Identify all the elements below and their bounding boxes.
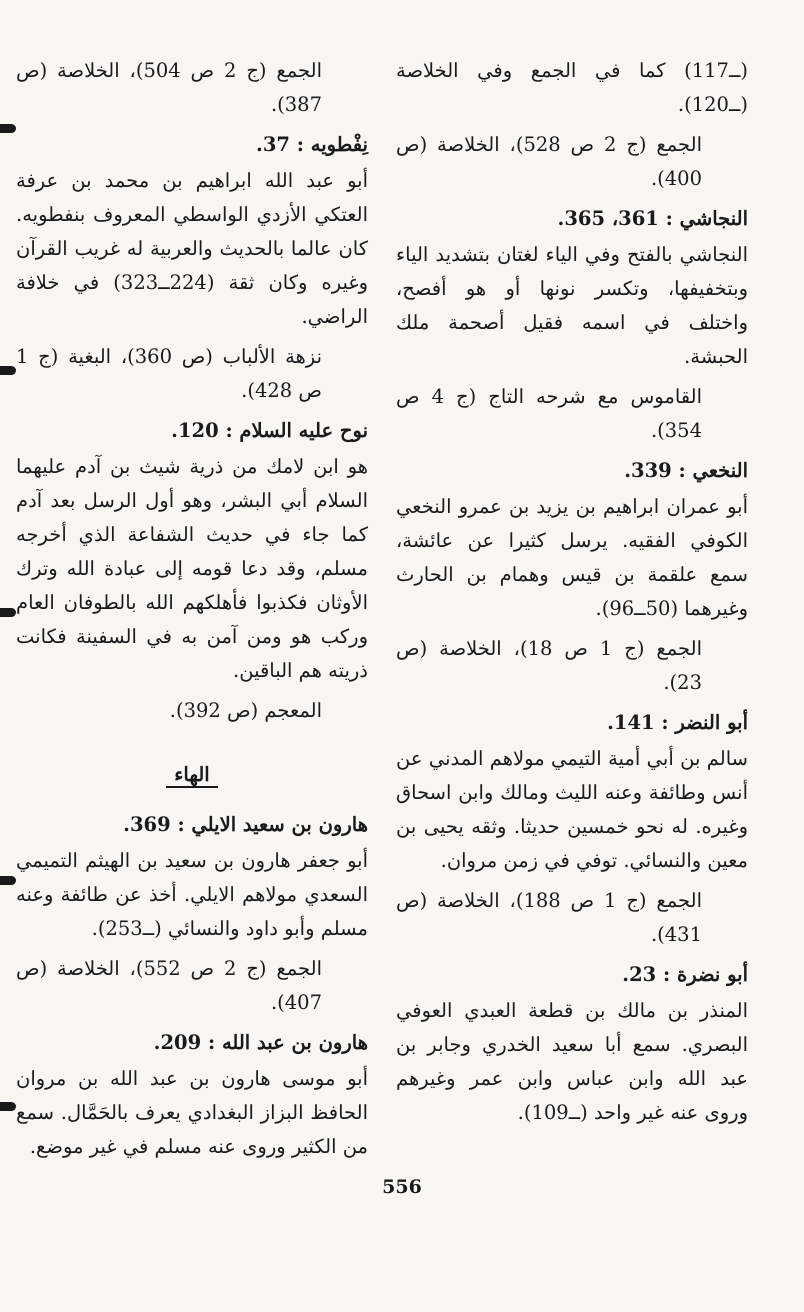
entry-reference: الجمع (ج 2 ص 552)، الخلاصة (ص 407). xyxy=(16,957,322,1014)
entry-reference: نزهة الألباب (ص 360)، البغية (ج 1 ص 428). xyxy=(16,345,322,402)
entry-reference: القاموس مع شرحه التاج (ج 4 ص 354). xyxy=(396,385,702,442)
entry-text: أبو موسى هارون بن عبد الله بن مروان الحافظ البزاز البغدادي يعرف بالحَمَّال. سمع من الكثير وروى عنه مسلم في غير موضع. xyxy=(16,1067,368,1158)
entry-reference: الجمع (ج 1 ص 18)، الخلاصة (ص 23). xyxy=(396,637,702,694)
entry-heading: نوح عليه السلام : 120. xyxy=(171,419,368,442)
entry-heading: أبو نضرة : 23. xyxy=(622,963,748,986)
left-column xyxy=(16,54,368,1170)
entry-heading: هارون بن سعيد الايلي : 369. xyxy=(123,813,368,836)
entry-text: المنذر بن مالك بن قطعة العبدي العوفي البصري. سمع أبا سعيد الخدري وجابر بن عبد الله وابن عباس وابن عمر وغيرهم وروى عنه غير واحد (ــ109). xyxy=(396,999,748,1124)
entry-text: أبو عبد الله ابراهيم بن محمد بن عرفة العتكي الأزدي الواسطي المعروف بنفطويه. كان عالما بالحديث والعربية له غريب القرآن وغيره وكان ثقة (224ــ323) في خلافة الراضي. xyxy=(16,169,369,328)
margin-mark xyxy=(0,366,16,375)
entry-text: سالم بن أبي أمية التيمي مولاهم المدني عن أنس وطائفة وعنه الليث ومالك وابن اسحاق وغيره. له نحو خمسين حديثا. وثقه يحيى بن معين والنسائي. توفي في زمن مروان. xyxy=(396,747,748,872)
entry-text: (ــ117) كما في الجمع وفي الخلاصة (ــ120). xyxy=(396,59,748,116)
right-column xyxy=(396,54,748,1136)
entry-reference: الجمع (ج 2 ص 528)، الخلاصة (ص 400). xyxy=(396,133,702,190)
entry-text: أبو عمران ابراهيم بن يزيد بن عمرو النخعي الكوفي الفقيه. يرسل كثيرا عن عائشة، سمع علقمة بن قيس وهمام بن الحارث وغيرهما (50ــ96). xyxy=(396,495,748,620)
margin-mark xyxy=(0,124,16,133)
entry-text: أبو جعفر هارون بن سعيد بن الهيثم التميمي السعدي مولاهم الايلي. أخذ عن طائفة وعنه مسلم وأبو داود والنسائي (ــ253). xyxy=(16,849,368,940)
margin-mark xyxy=(0,608,16,617)
entry-heading: هارون بن عبد الله : 209. xyxy=(153,1031,368,1054)
section-title-text: الهاء xyxy=(166,763,217,788)
entry-text: هو ابن لامك من ذرية شيث بن آدم عليهما السلام أبي البشر، وهو أول الرسل بعد آدم كما جاء في حديث الشفاعة الذي أخرجه مسلم، وقد دعا قومه إلى عبادة الله وترك الأوثان فكذبوا فأهلكهم الله بالطوفان العام وركب هو ومن آمن به في السفينة فكانت ذريته هم الباقين. xyxy=(16,455,368,682)
entry-heading: نِفْطويه : 37. xyxy=(256,133,368,156)
entry-heading: النجاشي : 361، 365. xyxy=(557,207,748,230)
entry-reference: الجمع (ج 2 ص 504)، الخلاصة (ص 387). xyxy=(16,59,322,116)
entry-reference: المعجم (ص 392). xyxy=(169,699,322,722)
entry-text: النجاشي بالفتح وفي الياء لغتان بتشديد الياء وبتخفيفها، وتكسر نونها أو هو أفصح، واختلف في اسمه فقيل أصحمة ملك الحبشة. xyxy=(396,243,748,368)
margin-mark xyxy=(0,1102,16,1111)
entry-heading: أبو النضر : 141. xyxy=(607,711,748,734)
entry-heading: النخعي : 339. xyxy=(624,459,748,482)
entry-reference: الجمع (ج 1 ص 188)، الخلاصة (ص 431). xyxy=(396,889,702,946)
margin-mark xyxy=(0,876,16,885)
page-number: 556 xyxy=(382,1176,422,1198)
section-title xyxy=(16,758,368,792)
